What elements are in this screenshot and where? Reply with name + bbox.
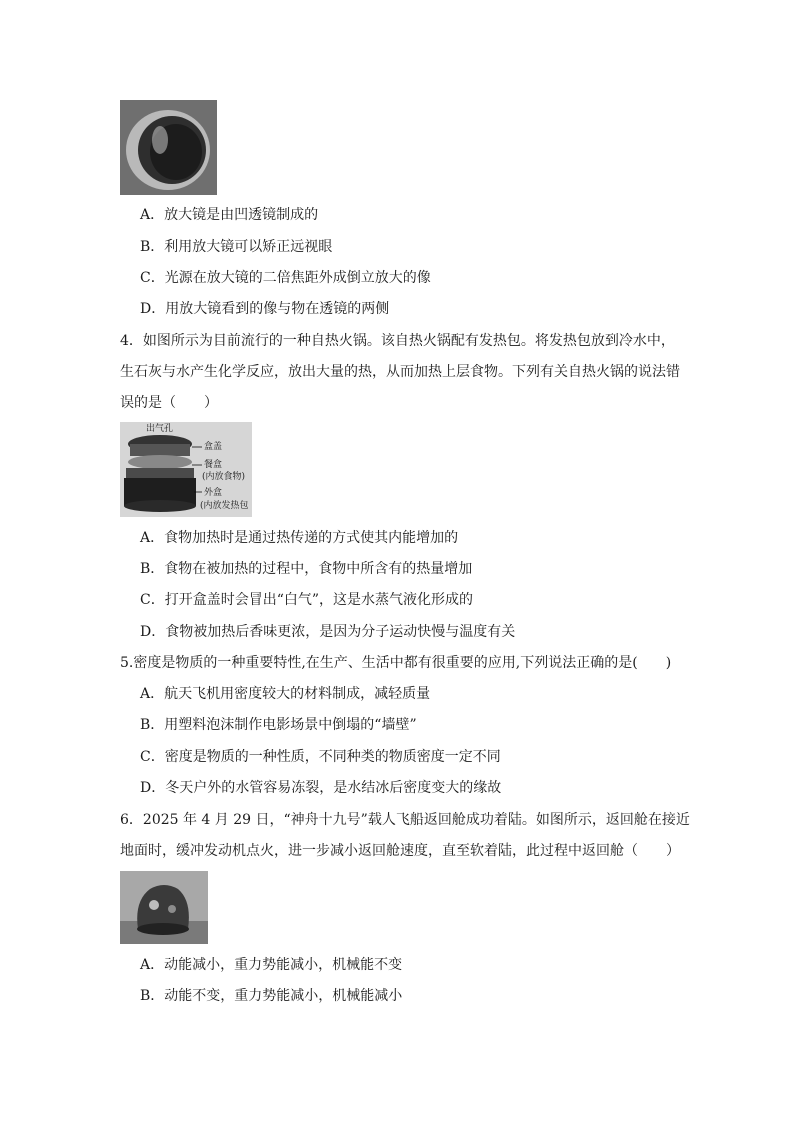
q6-stem-line-1: 6．2025 年 4 月 29 日，“神舟十九号”载人飞船返回舱成功着陆。如图所示，返回舱在接近 xyxy=(120,812,690,828)
q5-option-d: D．冬天户外的水管容易冻裂，是水结冰后密度变大的缘故 xyxy=(140,780,502,796)
q4-option-a: A．食物加热时是通过热传递的方式使其内能增加的 xyxy=(140,530,459,546)
q4-option-b: B．食物在被加热的过程中，食物中所含有的热量增加 xyxy=(140,561,473,577)
q4-stem-line-3: 误的是（ ） xyxy=(120,395,218,411)
hotpot-diagram xyxy=(120,422,252,517)
hotpot-lid-label: 盒盖 xyxy=(204,442,223,452)
q3-option-d: D．用放大镜看到的像与物在透镜的两侧 xyxy=(140,301,390,317)
hotpot-outer-note: (内放发热包 xyxy=(200,501,249,511)
hotpot-outer-label: 外盒 xyxy=(204,488,223,498)
return-capsule-illustration xyxy=(120,871,208,944)
q5-stem: 5.密度是物质的一种重要特性,在生产、生活中都有很重要的应用,下列说法正确的是( ) xyxy=(120,655,672,671)
hotpot-vent-label: 出气孔 xyxy=(146,424,174,434)
q3-option-a: A．放大镜是由凹透镜制成的 xyxy=(140,207,319,223)
q5-option-b: B．用塑料泡沫制作电影场景中倒塌的“墙壁” xyxy=(140,717,417,733)
q3-option-c: C．光源在放大镜的二倍焦距外成倒立放大的像 xyxy=(140,270,431,286)
return-capsule-photo xyxy=(120,871,208,944)
q4-option-d: D．食物被加热后香味更浓，是因为分子运动快慢与温度有关 xyxy=(140,624,516,640)
q5-option-c: C．密度是物质的一种性质，不同种类的物质密度一定不同 xyxy=(140,749,501,765)
q4-option-c: C．打开盒盖时会冒出“白气”，这是水蒸气液化形成的 xyxy=(140,592,474,608)
q6-stem-line-2: 地面时，缓冲发动机点火，进一步减小返回舱速度，直至软着陆，此过程中返回舱（ ） xyxy=(120,843,680,859)
q5-option-a: A．航天飞机用密度较大的材料制成，减轻质量 xyxy=(140,686,431,702)
magnifier-illustration xyxy=(120,100,217,195)
q4-stem-line-2: 生石灰与水产生化学反应，放出大量的热，从而加热上层食物。下列有关自热火锅的说法错 xyxy=(120,364,680,380)
magnifier-photo xyxy=(120,100,217,195)
q6-option-a: A．动能减小，重力势能减小，机械能不变 xyxy=(140,957,403,973)
q3-option-b: B．利用放大镜可以矫正远视眼 xyxy=(140,239,333,255)
q6-option-b: B．动能不变，重力势能减小，机械能减小 xyxy=(140,988,403,1004)
hotpot-tray-label: 餐盒 xyxy=(204,460,223,470)
q4-stem-line-1: 4．如图所示为目前流行的一种自热火锅。该自热火锅配有发热包。将发热包放到冷水中， xyxy=(120,333,675,349)
hotpot-tray-note: (内放食物) xyxy=(202,472,246,482)
